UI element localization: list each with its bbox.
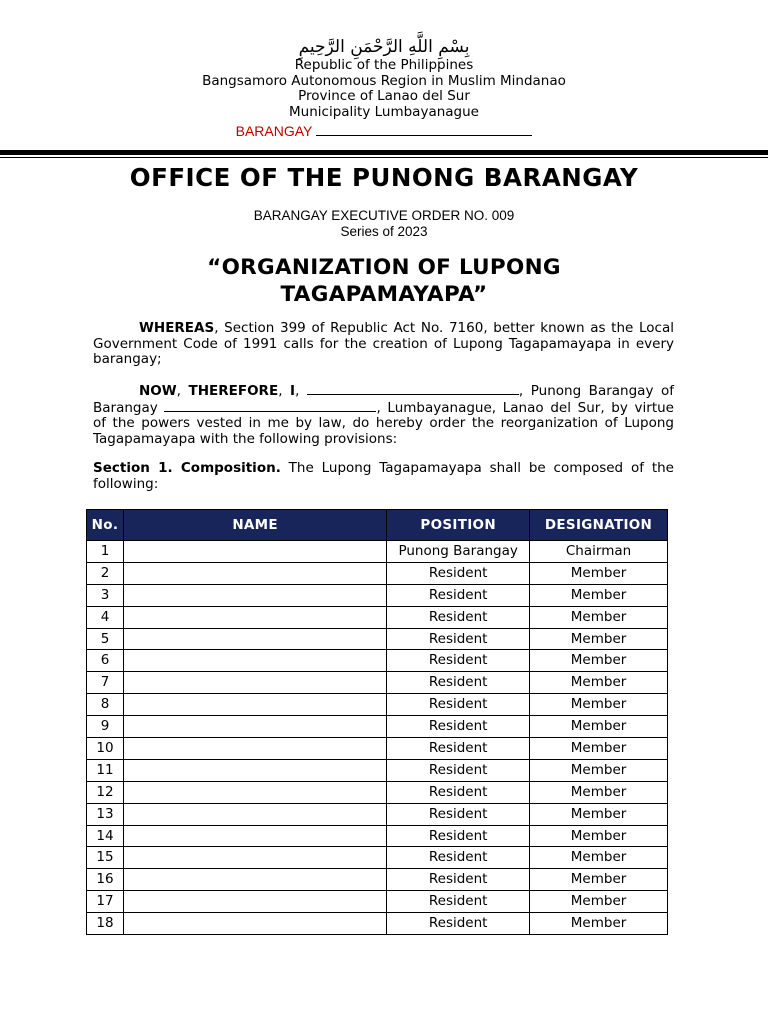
cell-designation: Member bbox=[530, 716, 668, 738]
header-line-republic: Republic of the Philippines bbox=[294, 57, 474, 73]
now-therefore-text-2: , Lumbayanague, Lanao del Sur, by virtue of the powers vested in me by law, do hereby order the reorganization of Lupong Tagapamayapa with the following provisions: bbox=[93, 399, 674, 447]
cell-position: Resident bbox=[387, 716, 530, 738]
cell-no: 15 bbox=[87, 847, 124, 869]
cell-no: 13 bbox=[87, 803, 124, 825]
cell-no: 14 bbox=[87, 825, 124, 847]
lupon-members-table bbox=[86, 509, 668, 935]
whereas-text: , Section 399 of Republic Act No. 7160, better known as the Local Government Code of 1991 calls for the creation of Lupong Tagapamayapa in every barangay; bbox=[93, 320, 674, 368]
header-divider-thin bbox=[0, 157, 768, 158]
order-title bbox=[0, 254, 768, 308]
cell-no: 3 bbox=[87, 584, 124, 606]
cell-designation: Member bbox=[530, 738, 668, 760]
table-row bbox=[87, 847, 668, 869]
table-row bbox=[87, 606, 668, 628]
cell-position: Resident bbox=[387, 606, 530, 628]
cell-name bbox=[123, 672, 386, 694]
separator: , bbox=[278, 383, 291, 399]
cell-position: Resident bbox=[387, 825, 530, 847]
cell-position: Resident bbox=[387, 913, 530, 935]
punong-barangay-name-blank bbox=[307, 383, 519, 395]
cell-position: Resident bbox=[387, 891, 530, 913]
table-row bbox=[87, 891, 668, 913]
now-therefore-paragraph bbox=[93, 383, 674, 447]
header-name: NAME bbox=[123, 510, 386, 541]
therefore-lead: THEREFORE bbox=[188, 383, 279, 399]
cell-no: 11 bbox=[87, 759, 124, 781]
cell-position: Resident bbox=[387, 584, 530, 606]
header-designation: DESIGNATION bbox=[530, 510, 668, 541]
table-row bbox=[87, 913, 668, 935]
cell-position: Resident bbox=[387, 803, 530, 825]
cell-no: 8 bbox=[87, 694, 124, 716]
order-title-line-1: “ORGANIZATION OF LUPONG bbox=[207, 255, 561, 280]
section-1-heading: Section 1. Composition. bbox=[93, 460, 281, 476]
section-1-text: The Lupong Tagapamayapa shall be composed of the following: bbox=[93, 460, 674, 492]
barangay-name-blank bbox=[164, 400, 376, 412]
cell-no: 12 bbox=[87, 781, 124, 803]
cell-name bbox=[123, 628, 386, 650]
table-row bbox=[87, 781, 668, 803]
cell-no: 9 bbox=[87, 716, 124, 738]
table-row bbox=[87, 716, 668, 738]
cell-designation: Member bbox=[530, 650, 668, 672]
cell-position: Resident bbox=[387, 738, 530, 760]
cell-no: 16 bbox=[87, 869, 124, 891]
cell-designation: Member bbox=[530, 891, 668, 913]
cell-designation: Member bbox=[530, 869, 668, 891]
cell-designation: Member bbox=[530, 781, 668, 803]
cell-designation: Chairman bbox=[530, 541, 668, 563]
i-lead: I bbox=[290, 383, 296, 399]
cell-no: 10 bbox=[87, 738, 124, 760]
table-row bbox=[87, 694, 668, 716]
cell-position: Resident bbox=[387, 759, 530, 781]
order-title-line-2: TAGAPAMAYAPA” bbox=[280, 282, 488, 307]
table-row bbox=[87, 738, 668, 760]
cell-designation: Member bbox=[530, 562, 668, 584]
cell-name bbox=[123, 781, 386, 803]
table-row bbox=[87, 584, 668, 606]
cell-position: Resident bbox=[387, 694, 530, 716]
header-no: No. bbox=[87, 510, 124, 541]
barangay-line bbox=[0, 122, 768, 140]
cell-position: Resident bbox=[387, 628, 530, 650]
table-row bbox=[87, 803, 668, 825]
section-1-paragraph bbox=[93, 461, 674, 492]
cell-name bbox=[123, 869, 386, 891]
table-row bbox=[87, 672, 668, 694]
cell-name bbox=[123, 847, 386, 869]
bismillah-text: بِسْمِ اللَّهِ الرَّحْمَنِ الرَّحِيمِ bbox=[298, 37, 470, 57]
cell-position: Resident bbox=[387, 847, 530, 869]
cell-position: Resident bbox=[387, 781, 530, 803]
header-divider-thick bbox=[0, 150, 768, 155]
executive-order-series: Series of 2023 bbox=[340, 223, 428, 239]
executive-order-block bbox=[0, 208, 768, 239]
cell-no: 5 bbox=[87, 628, 124, 650]
table-row bbox=[87, 541, 668, 563]
cell-no: 6 bbox=[87, 650, 124, 672]
table-row bbox=[87, 759, 668, 781]
cell-name bbox=[123, 606, 386, 628]
cell-designation: Member bbox=[530, 628, 668, 650]
cell-designation: Member bbox=[530, 847, 668, 869]
cell-name bbox=[123, 825, 386, 847]
cell-name bbox=[123, 650, 386, 672]
cell-designation: Member bbox=[530, 584, 668, 606]
cell-position: Resident bbox=[387, 650, 530, 672]
table-row bbox=[87, 628, 668, 650]
table-row bbox=[87, 650, 668, 672]
cell-no: 18 bbox=[87, 913, 124, 935]
cell-designation: Member bbox=[530, 913, 668, 935]
barangay-label: BARANGAY bbox=[235, 122, 313, 139]
cell-position: Punong Barangay bbox=[387, 541, 530, 563]
table-row bbox=[87, 825, 668, 847]
header-line-province: Province of Lanao del Sur bbox=[298, 88, 470, 105]
cell-name bbox=[123, 803, 386, 825]
cell-designation: Member bbox=[530, 759, 668, 781]
office-title: OFFICE OF THE PUNONG BARANGAY bbox=[129, 163, 639, 192]
separator: , bbox=[295, 383, 307, 399]
table-row bbox=[87, 869, 668, 891]
cell-name bbox=[123, 759, 386, 781]
cell-name bbox=[123, 562, 386, 584]
cell-position: Resident bbox=[387, 672, 530, 694]
whereas-lead: WHEREAS bbox=[139, 320, 215, 336]
cell-no: 7 bbox=[87, 672, 124, 694]
cell-name bbox=[123, 584, 386, 606]
header-line-region: Bangsamoro Autonomous Region in Muslim Mindanao bbox=[202, 72, 566, 89]
cell-designation: Member bbox=[530, 803, 668, 825]
cell-name bbox=[123, 541, 386, 563]
cell-name bbox=[123, 738, 386, 760]
header-line-municipality: Municipality Lumbayanague bbox=[289, 104, 479, 121]
executive-order-number: BARANGAY EXECUTIVE ORDER NO. 009 bbox=[253, 208, 515, 223]
cell-no: 17 bbox=[87, 891, 124, 913]
cell-name bbox=[123, 694, 386, 716]
cell-no: 4 bbox=[87, 606, 124, 628]
cell-position: Resident bbox=[387, 869, 530, 891]
letterhead bbox=[0, 0, 768, 140]
now-therefore-text-1: , Punong Barangay of Barangay bbox=[93, 383, 674, 416]
table-header-row bbox=[87, 510, 668, 541]
table-row bbox=[87, 562, 668, 584]
cell-position: Resident bbox=[387, 562, 530, 584]
cell-designation: Member bbox=[530, 672, 668, 694]
cell-no: 2 bbox=[87, 562, 124, 584]
header-position: POSITION bbox=[387, 510, 530, 541]
cell-no: 1 bbox=[87, 541, 124, 563]
cell-name bbox=[123, 716, 386, 738]
cell-designation: Member bbox=[530, 825, 668, 847]
cell-name bbox=[123, 913, 386, 935]
cell-name bbox=[123, 891, 386, 913]
now-lead: NOW bbox=[139, 383, 177, 399]
whereas-paragraph bbox=[93, 321, 674, 368]
barangay-blank-line bbox=[316, 122, 532, 136]
cell-designation: Member bbox=[530, 606, 668, 628]
separator: , bbox=[176, 383, 189, 399]
cell-designation: Member bbox=[530, 694, 668, 716]
